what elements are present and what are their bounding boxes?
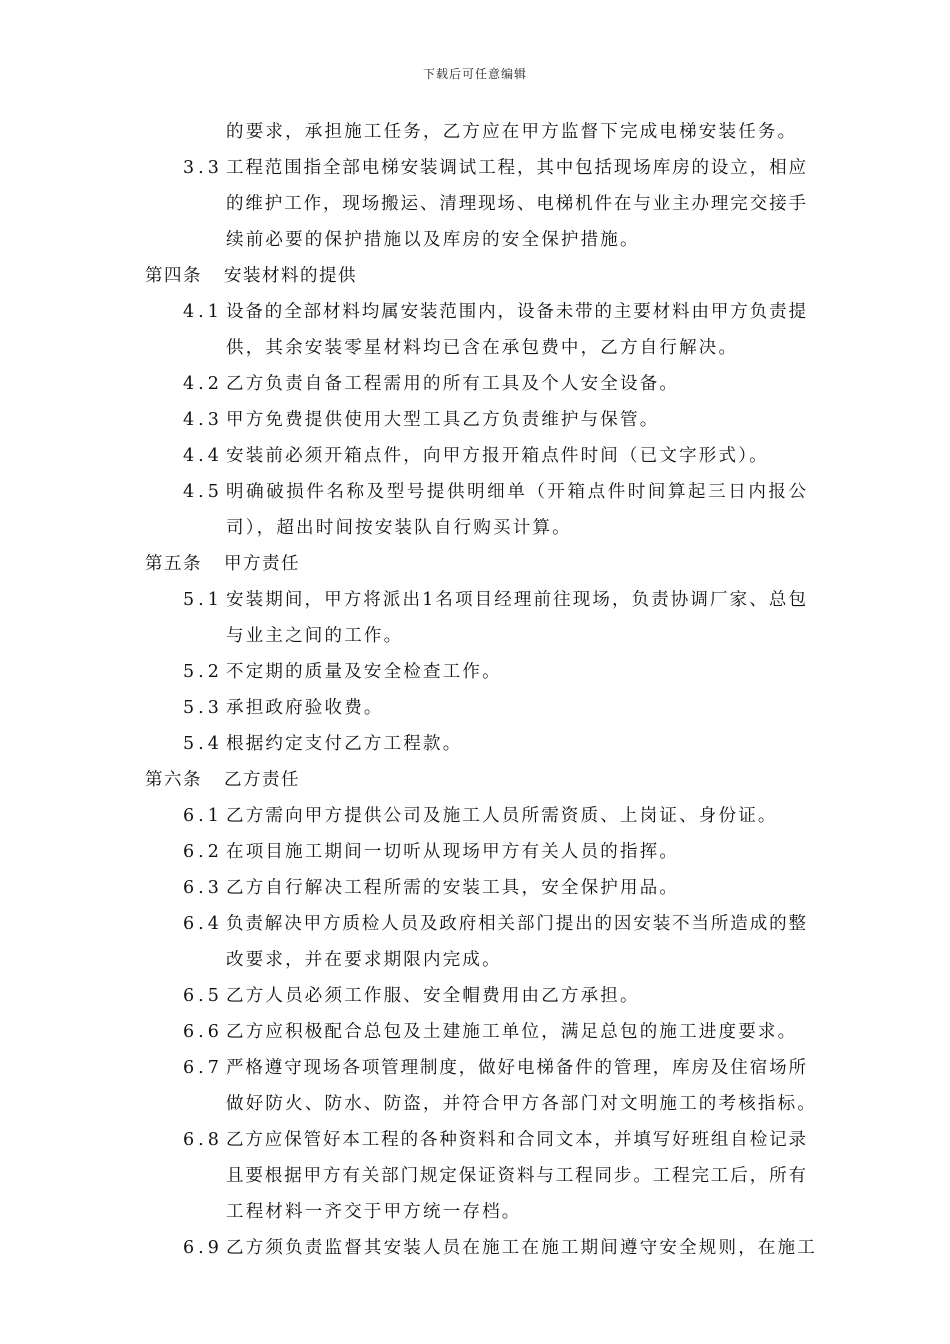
- clause-text: 做好防火、防水、防盗，并符合甲方各部门对文明施工的考核指标。: [226, 1094, 817, 1114]
- clause-line: [0, 978, 950, 1014]
- clause-text: 明确破损件名称及型号提供明细单（开箱点件时间算起三日内报公: [226, 482, 806, 502]
- clause-number: 5.3: [183, 698, 223, 718]
- clause-text: 承担政府验收费。: [226, 698, 384, 718]
- continuation-line: [0, 114, 950, 150]
- article-number: 第五条: [145, 554, 202, 574]
- clause-number: 4.1: [183, 302, 223, 322]
- clause-number: 4.3: [183, 410, 223, 430]
- clause-line: [0, 474, 950, 510]
- continuation-line: [0, 1086, 950, 1122]
- clause-number: 6.1: [183, 806, 223, 826]
- clause-number: 6.9: [183, 1238, 223, 1258]
- clause-number: 4.2: [183, 374, 223, 394]
- clause-number: 6.3: [183, 878, 223, 898]
- clause-text: 乙方自行解决工程所需的安装工具，安全保护用品。: [226, 878, 680, 898]
- clause-number: 3.3: [183, 158, 223, 178]
- article-number: 第四条: [145, 266, 202, 286]
- clause-text: 供，其余安装零星材料均已含在承包费中，乙方自行解决。: [226, 338, 739, 358]
- clause-line: [0, 690, 950, 726]
- clause-text: 乙方应积极配合总包及土建施工单位，满足总包的施工进度要求。: [226, 1022, 798, 1042]
- clause-number: 6.4: [183, 914, 223, 934]
- continuation-line: [0, 618, 950, 654]
- continuation-line: [0, 222, 950, 258]
- clause-number: 6.2: [183, 842, 223, 862]
- article-title: 甲方责任: [224, 554, 300, 574]
- clause-line: [0, 1230, 950, 1266]
- clause-text: 安装期间，甲方将派出1名项目经理前往现场，负责协调厂家、总包: [226, 590, 806, 610]
- clause-line: [0, 402, 950, 438]
- clause-text: 且要根据甲方有关部门规定保证资料与工程同步。工程完工后，所有: [226, 1166, 806, 1186]
- clause-line: [0, 294, 950, 330]
- clause-line: [0, 366, 950, 402]
- clause-text: 与业主之间的工作。: [226, 626, 404, 646]
- clause-text: 的要求，承担施工任务，乙方应在甲方监督下完成电梯安装任务。: [226, 122, 798, 142]
- clause-text: 乙方人员必须工作服、安全帽费用由乙方承担。: [226, 986, 640, 1006]
- clause-text: 司），超出时间按安装队自行购买计算。: [226, 518, 572, 538]
- continuation-line: [0, 330, 950, 366]
- continuation-line: [0, 1194, 950, 1230]
- clause-text: 不定期的质量及安全检查工作。: [226, 662, 502, 682]
- clause-text: 安装前必须开箱点件，向甲方报开箱点件时间（已文字形式）。: [226, 446, 769, 466]
- clause-text: 严格遵守现场各项管理制度，做好电梯备件的管理，库房及住宿场所: [226, 1058, 806, 1078]
- clause-line: [0, 438, 950, 474]
- continuation-line: [0, 942, 950, 978]
- article-title: 乙方责任: [224, 770, 300, 790]
- clause-line: [0, 726, 950, 762]
- clause-line: [0, 870, 950, 906]
- article-title: 安装材料的提供: [224, 266, 357, 286]
- clause-number: 6.6: [183, 1022, 223, 1042]
- clause-line: [0, 1050, 950, 1086]
- clause-line: [0, 1014, 950, 1050]
- clause-number: 5.4: [183, 734, 223, 754]
- clause-line: [0, 1122, 950, 1158]
- article-heading: [0, 762, 950, 798]
- clause-line: [0, 582, 950, 618]
- continuation-line: [0, 510, 950, 546]
- article-heading: [0, 546, 950, 582]
- clause-line: [0, 906, 950, 942]
- clause-number: 4.5: [183, 482, 223, 502]
- clause-text: 甲方免费提供使用大型工具乙方负责维护与保管。: [226, 410, 660, 430]
- clause-text: 乙方须负责监督其安装人员在施工在施工期间遵守安全规则，在施工: [226, 1238, 817, 1258]
- clause-number: 6.8: [183, 1130, 223, 1150]
- clause-line: [0, 834, 950, 870]
- continuation-line: [0, 186, 950, 222]
- clause-text: 改要求，并在要求期限内完成。: [226, 950, 502, 970]
- clause-text: 的维护工作，现场搬运、清理现场、电梯机件在与业主办理完交接手: [226, 194, 806, 214]
- clause-number: 5.2: [183, 662, 223, 682]
- clause-text: 乙方应保管好本工程的各种资料和合同文本，并填写好班组自检记录: [226, 1130, 806, 1150]
- clause-number: 4.4: [183, 446, 223, 466]
- clause-line: [0, 150, 950, 186]
- clause-number: 6.5: [183, 986, 223, 1006]
- clause-text: 乙方负责自备工程需用的所有工具及个人安全设备。: [226, 374, 680, 394]
- clause-text: 工程范围指全部电梯安装调试工程，其中包括现场库房的设立，相应: [226, 158, 806, 178]
- clause-number: 5.1: [183, 590, 223, 610]
- article-number: 第六条: [145, 770, 202, 790]
- clause-line: [0, 798, 950, 834]
- clause-text: 根据约定支付乙方工程款。: [226, 734, 463, 754]
- page-header: 下载后可任意编辑: [422, 67, 527, 81]
- clause-number: 6.7: [183, 1058, 223, 1078]
- continuation-line: [0, 1158, 950, 1194]
- clause-text: 工程材料一齐交于甲方统一存档。: [226, 1202, 522, 1222]
- clause-text: 负责解决甲方质检人员及政府相关部门提出的因安装不当所造成的整: [226, 914, 806, 934]
- clause-text: 乙方需向甲方提供公司及施工人员所需资质、上岗证、身份证。: [226, 806, 778, 826]
- clause-line: [0, 654, 950, 690]
- clause-text: 在项目施工期间一切听从现场甲方有关人员的指挥。: [226, 842, 680, 862]
- article-heading: [0, 258, 950, 294]
- clause-text: 设备的全部材料均属安装范围内，设备未带的主要材料由甲方负责提: [226, 302, 806, 322]
- clause-text: 续前必要的保护措施以及库房的安全保护措施。: [226, 230, 640, 250]
- document-body: [0, 114, 950, 1266]
